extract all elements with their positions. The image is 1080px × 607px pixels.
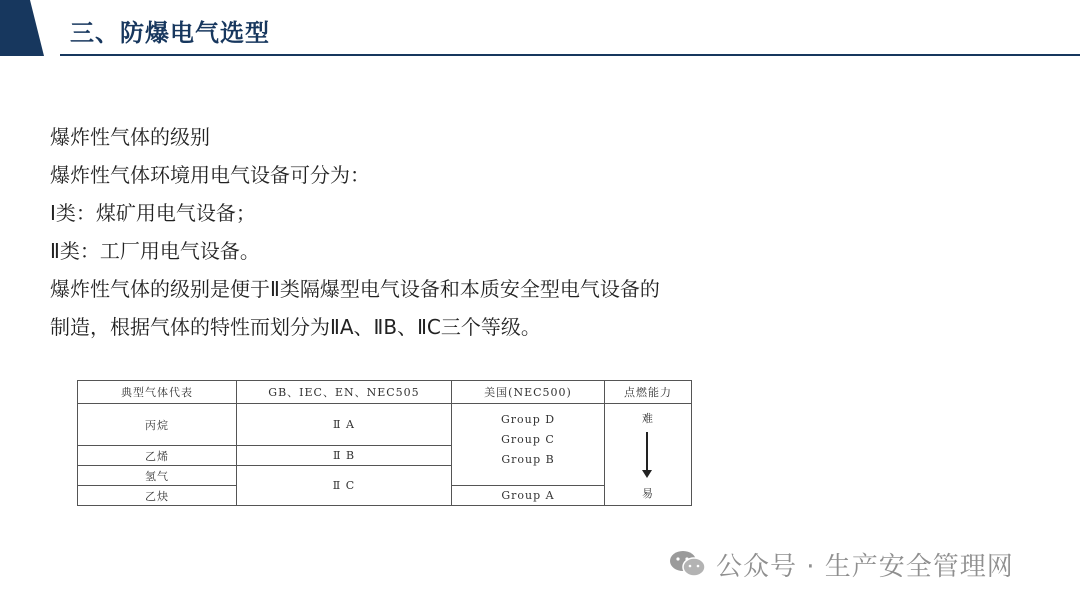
header-us: 美国(NEC500)	[452, 381, 605, 404]
group-b: Group B	[501, 453, 555, 466]
body-text	[50, 118, 770, 346]
header-standard: GB、IEC、EN、NEC505	[237, 381, 452, 404]
page-title: 三、防爆电气选型	[70, 19, 270, 47]
group-d: Group D	[500, 413, 556, 426]
group-c: Group C	[501, 433, 555, 446]
watermark	[668, 546, 1014, 582]
gas-hydrogen: 氢气	[78, 466, 237, 486]
body-line-5: 爆炸性气体的级别是便于Ⅱ类隔爆型电气设备和本质安全型电气设备的	[50, 277, 660, 301]
body-line-2: 爆炸性气体环境用电气设备可分为：	[50, 163, 370, 187]
header-ignition: 点燃能力	[605, 381, 692, 404]
header-divider	[60, 54, 1080, 56]
gas-acetylene: 乙炔	[78, 486, 237, 506]
wechat-icon	[668, 549, 708, 579]
body-line-1: 爆炸性气体的级别	[50, 125, 210, 149]
gas-ethylene: 乙烯	[78, 446, 237, 466]
down-arrow-icon	[646, 432, 648, 472]
group-a: Group A	[452, 486, 605, 506]
arrow-head-icon	[642, 470, 652, 478]
class-iia: Ⅱ A	[237, 404, 452, 446]
class-iic: Ⅱ C	[237, 466, 452, 506]
body-line-6: 制造，根据气体的特性而划分为ⅡA、ⅡB、ⅡC三个等级。	[50, 315, 541, 339]
ignition-easy: 易	[642, 487, 654, 500]
gas-propane: 丙烷	[78, 404, 237, 446]
us-groups-cell	[452, 404, 605, 486]
header-gas: 典型气体代表	[78, 381, 237, 404]
body-line-3: Ⅰ类：煤矿用电气设备；	[50, 201, 256, 225]
ignition-hard: 难	[642, 412, 654, 425]
class-iib: Ⅱ B	[237, 446, 452, 466]
watermark-text: 公众号 · 生产安全管理网	[716, 551, 1014, 582]
ignition-scale	[605, 404, 692, 506]
gas-class-table	[77, 380, 692, 506]
header-accent-tab	[0, 0, 44, 56]
body-line-4: Ⅱ类：工厂用电气设备。	[50, 239, 260, 263]
